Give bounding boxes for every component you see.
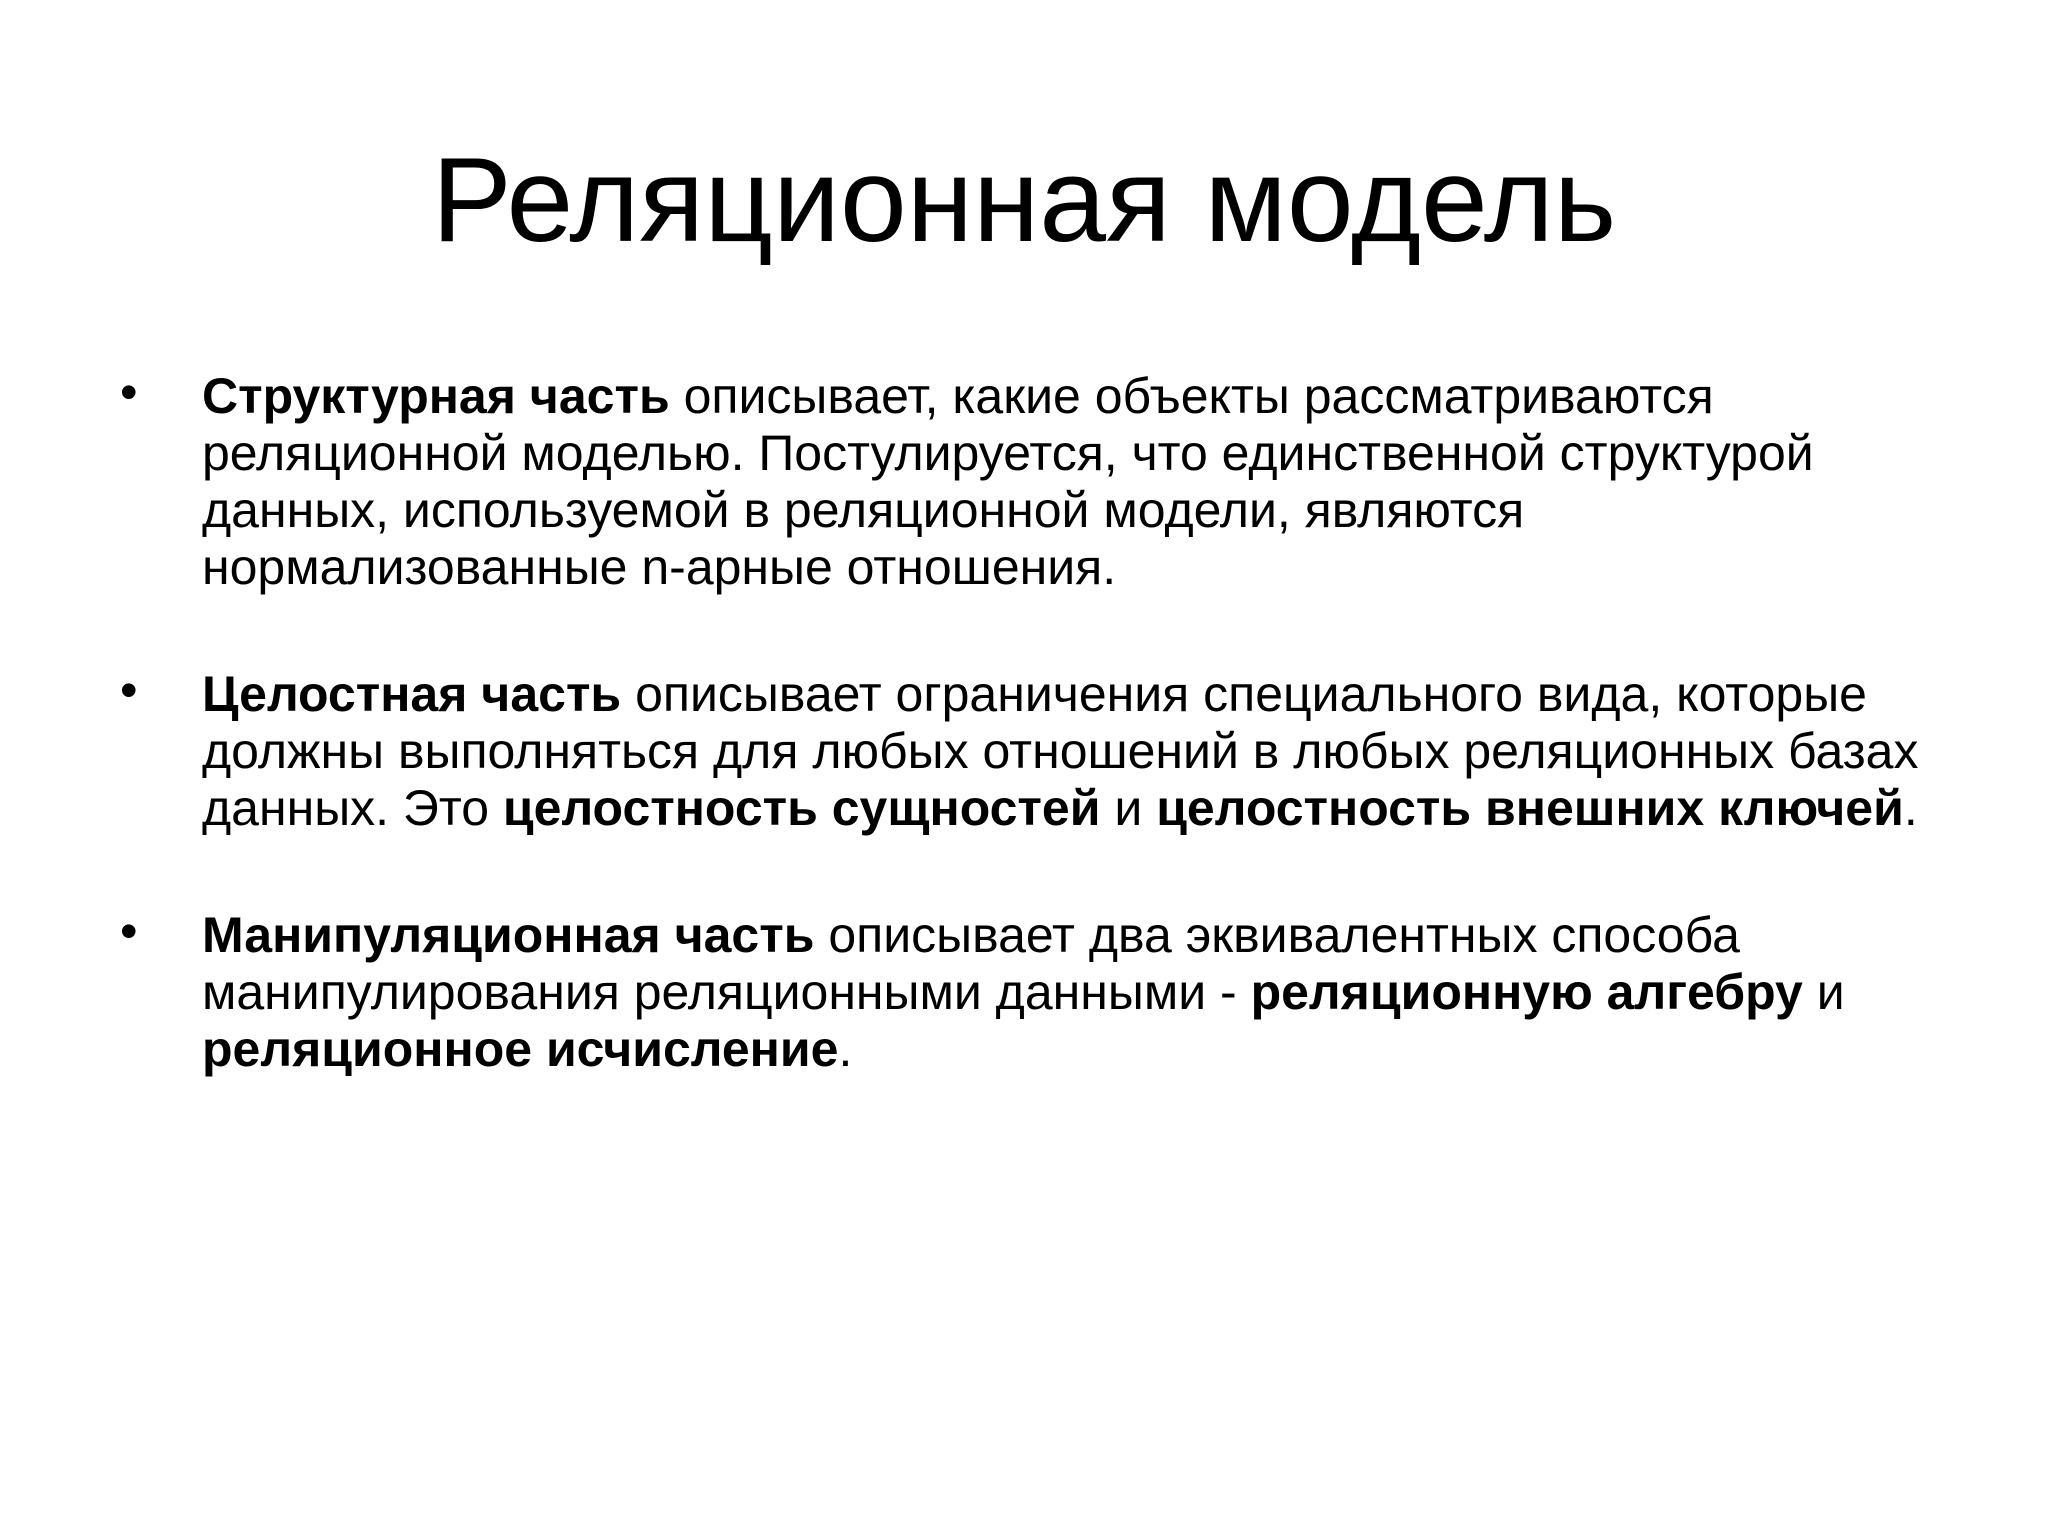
bullet-text-connector: и (1802, 964, 1845, 1020)
bullet-text: описывает два эквивалентных способа манипулирования реляционными данными - (202, 907, 1740, 1020)
term-relational-calculus: реляционное исчисление (202, 1021, 839, 1077)
term-foreign-key-integrity: целостность внешних ключей (1156, 780, 1904, 836)
bullet-dot-icon: • (120, 662, 138, 718)
bullet-structural (120, 364, 1940, 596)
term-relational-algebra: реляционную алгебру (1250, 964, 1803, 1020)
slide-title: Реляционная модель (431, 133, 1617, 267)
bullet-integrity (120, 662, 1940, 837)
term-structural-part: Структурная часть (202, 368, 670, 424)
bullet-dot-icon: • (120, 364, 138, 420)
bullet-dot-icon: • (120, 903, 138, 959)
bullet-manipulation (120, 903, 1940, 1078)
bullet-text-end: . (838, 1021, 853, 1077)
term-integrity-part: Целостная часть (202, 666, 622, 722)
term-manipulation-part: Манипуляционная часть (202, 907, 815, 963)
bullet-text: описывает ограничения специального вида, которые должны выполняться для любых отношений в любых реляционных базах данных. Это (202, 666, 1919, 836)
bullet-text-connector: и (1100, 780, 1157, 836)
bullet-text: описывает, какие объекты рассматриваются реляционной моделью. Постулируется, что единственной структурой данных, используемой в реляционной модели, являются нормализованные n-арные отношения. (202, 368, 1814, 595)
bullet-list (120, 364, 1940, 1078)
term-entity-integrity: целостность сущностей (502, 780, 1101, 836)
bullet-text-end: . (1903, 780, 1918, 836)
